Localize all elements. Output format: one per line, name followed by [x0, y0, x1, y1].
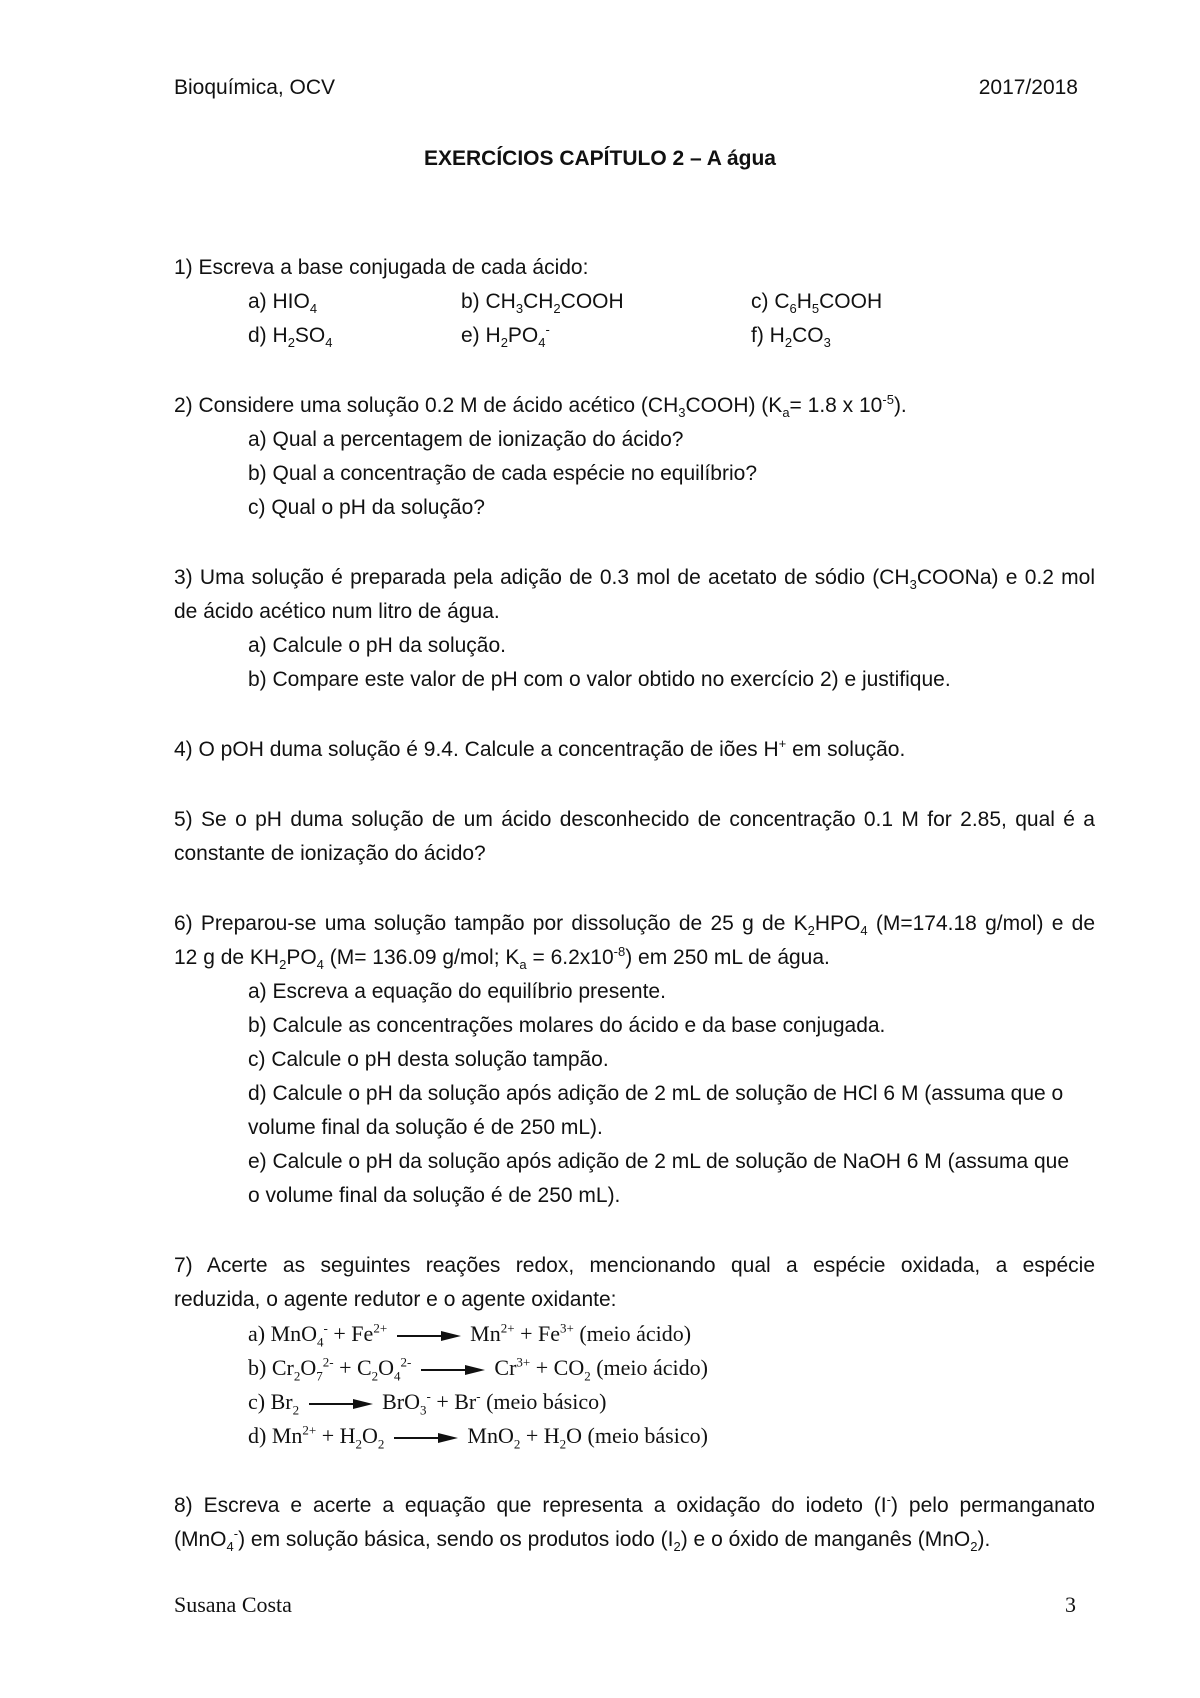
question-2b: b) Qual a concentração de cada espécie no equilíbrio?: [248, 462, 758, 485]
question-1-row-1: [174, 285, 1095, 319]
question-1-row-2: [174, 319, 1095, 353]
reaction-arrow-icon: [397, 1330, 461, 1342]
reaction-7a: a) $MnO_4^- + Fe^{2+}$ $Mn^{2+} + Fe^{3+}$ (meio ácido): [248, 1320, 692, 1350]
reaction-arrow-icon: [421, 1364, 485, 1376]
answer-1e: e) $H_2PO_4^-$: [461, 322, 550, 351]
footer-author: Susana Costa: [174, 1592, 292, 1617]
answer-1c: c) $C_6H_5COOH$: [751, 290, 883, 317]
header-course: Bioquímica, OCV: [174, 76, 336, 99]
reaction-7b: b) $Cr_2O_7^{2-} + C_2O_4^{2-}$ $Cr^{3+} + CO_2$ (meio ácido): [248, 1354, 708, 1384]
reaction-arrow-icon: [309, 1398, 373, 1410]
question-6-line-2: 12 g de $KH_2PO_4$ (M= 136.09 g/mol; $K_a = 6.2x10^{-8}$) em 250 mL de água.: [174, 944, 830, 973]
answer-1b: b) $CH_3CH_2COOH$: [461, 290, 624, 317]
question-1: 1) Escreva a base conjugada de cada ácido:: [174, 256, 589, 279]
question-7-line-2: reduzida, o agente redutor e o agente oxidante:: [174, 1288, 617, 1311]
question-5-line-1: 5) Se o pH duma solução de um ácido desconhecido de concentração 0.1 M for 2.85, qual é a: [174, 808, 1095, 831]
question-6d-line-2: volume final da solução é de 250 mL).: [248, 1116, 603, 1139]
question-5-line-2: constante de ionização do ácido?: [174, 842, 486, 865]
page-number: 3: [1065, 1592, 1076, 1617]
answer-1f: f) $H_2CO_3$: [751, 324, 831, 351]
reaction-7c: c) $Br_2$ BrO$_3$- + Br- (meio básico): [248, 1388, 607, 1418]
question-7-line-1: 7) Acerte as seguintes reações redox, mencionando qual a espécie oxidada, a espécie: [174, 1254, 1095, 1277]
question-8-line-1: 8) Escreva e acerte a equação que representa a oxidação do iodeto (I-) pelo permanganato: [174, 1492, 1095, 1517]
question-6c: c) Calcule o pH desta solução tampão.: [248, 1048, 609, 1071]
reaction-7d: d) $Mn^{2+} + H_2O_2$ $MnO_2 + H_2O$ (meio básico): [248, 1422, 708, 1452]
question-8-line-2: (MnO$_4$-) em solução básica, sendo os produtos iodo $(I_2)$ e o óxido de manganês (MnO$_2$).: [174, 1526, 991, 1555]
question-3-line-1: 3) Uma solução é preparada pela adição de 0.3 mol de acetato de sódio $(CH_3COONa)$ e 0.2 mol: [174, 566, 1095, 593]
reaction-arrow-icon: [394, 1432, 458, 1444]
question-3a: a) Calcule o pH da solução.: [248, 634, 506, 657]
answer-1d: d) $H_2SO_4$: [248, 324, 333, 351]
question-2: 2) Considere uma solução 0.2 M de ácido acético $(CH_3COOH)$ ($K_a= 1.8$ x $10^{-5}$).: [174, 392, 907, 421]
question-6d-line-1: d) Calcule o pH da solução após adição de 2 mL de solução de HCl 6 M (assuma que o: [248, 1082, 1064, 1105]
question-2a: a) Qual a percentagem de ionização do ácido?: [248, 428, 684, 451]
answer-1a: a) $HIO_4$: [248, 290, 318, 317]
question-6b: b) Calcule as concentrações molares do ácido e da base conjugada.: [248, 1014, 886, 1037]
page-title: EXERCÍCIOS CAPÍTULO 2 – A água: [423, 147, 776, 170]
question-6e-line-1: e) Calcule o pH da solução após adição de 2 mL de solução de NaOH 6 M (assuma que: [248, 1150, 1070, 1173]
question-6a: a) Escreva a equação do equilíbrio presente.: [248, 980, 666, 1003]
exercise-list: [174, 251, 1095, 1557]
header-year: 2017/2018: [978, 76, 1078, 99]
question-6e-line-2: o volume final da solução é de 250 mL).: [248, 1184, 621, 1207]
question-3-line-2: de ácido acético num litro de água.: [174, 600, 500, 623]
question-6-line-1: 6) Preparou-se uma solução tampão por dissolução de 25 g de $K_2HPO_4$ (M=174.18 g/mol) e de: [174, 912, 1096, 939]
question-3b: b) Compare este valor de pH com o valor obtido no exercício 2) e justifique.: [248, 668, 951, 691]
question-4: 4) O pOH duma solução é 9.4. Calcule a concentração de iões H+ em solução.: [174, 736, 906, 761]
question-2c: c) Qual o pH da solução?: [248, 496, 485, 519]
